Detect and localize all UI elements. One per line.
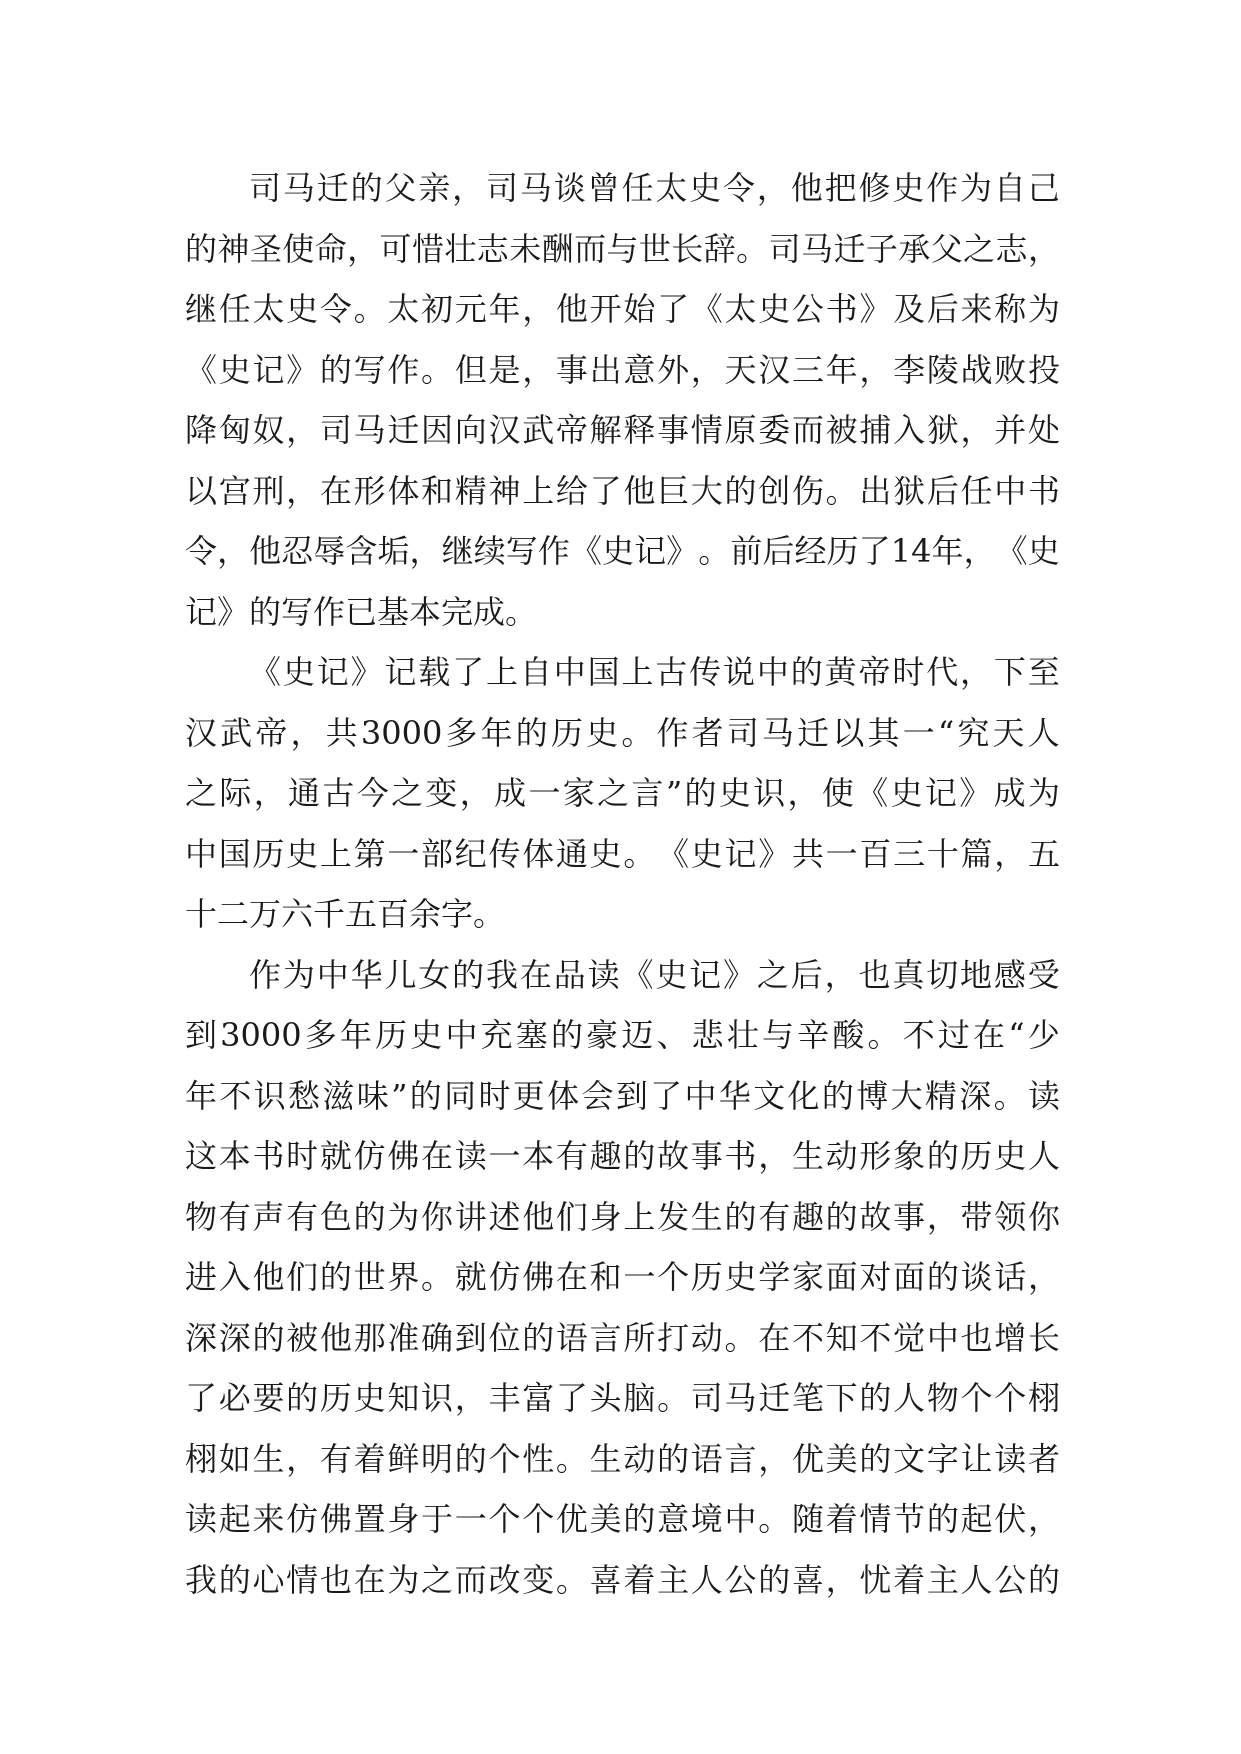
text-line: 到 3000 多 年 历 史 中 充 塞 的 豪 迈 、 悲 壮 与 辛 酸 。 不 过 在 “ 少: [185, 1016, 1060, 1054]
text-line: 这 本 书 时 就 仿 佛 在 读 一 本 有 趣 的 故 事 书 ， 生 动 形 象 的 历 史 人: [185, 1137, 1060, 1175]
text-line: 进 入 他 们 的 世 界 。 就 仿 佛 在 和 一 个 历 史 学 家 面 对 面 的 谈 话 ，: [185, 1258, 1060, 1296]
text-line: 记》的写作已基本完成。: [185, 592, 538, 631]
text-line: 物 有 声 有 色 的 为 你 讲 述 他 们 身 上 发 生 的 有 趣 的 故 事 ， 带 领 你: [185, 1197, 1060, 1236]
text-line: 之 际 ， 通 古 今 之 变 ， 成 一 家 之 言 ” 的 史 识 ， 使 《 史 记 》 成 为: [185, 774, 1060, 812]
text-line: 十二万六千五百余字。: [185, 895, 506, 933]
text-line: 以 宫 刑 ， 在 形 体 和 精 神 上 给 了 他 巨 大 的 创 伤 。 出 狱 后 任 中 书: [185, 471, 1060, 510]
text-line: 深 深 的 被 他 那 准 确 到 位 的 语 言 所 打 动 。 在 不 知 不 觉 中 也 增 长: [185, 1318, 1060, 1357]
text-line: 汉 武 帝 ， 共 3000 多 年 的 历 史 。 作 者 司 马 迁 以 其 一 “ 究 天 人: [185, 713, 1060, 752]
text-line: 读 起 来 仿 佛 置 身 于 一 个 个 优 美 的 意 境 中 。 随 着 情 节 的 起 伏 ，: [185, 1500, 1060, 1538]
text-line: 《 史 记 》 的 写 作 。 但 是 ， 事 出 意 外 ， 天 汉 三 年 ， 李 陵 战 败 投: [185, 350, 1060, 389]
text-line: 年 不 识 愁 滋 味 ” 的 同 时 更 体 会 到 了 中 华 文 化 的 博 大 精 深 。 读: [185, 1076, 1060, 1115]
text-line: 令 ， 他 忍 辱 含 垢 ， 继 续 写 作 《 史 记 》 。 前 后 经 历 了 14 年 ， 《 史: [185, 532, 1060, 570]
text-line: 司 马 迁 的 父 亲 ， 司 马 谈 曾 任 太 史 令 ， 他 把 修 史 作 为 自 己: [249, 169, 1060, 207]
text-line: 作 为 中 华 儿 女 的 我 在 品 读 《 史 记 》 之 后 ， 也 真 切 地 感 受: [249, 955, 1060, 994]
text-line: 继 任 太 史 令 。 太 初 元 年 ， 他 开 始 了 《 太 史 公 书 》 及 后 来 称 为: [185, 290, 1060, 328]
body-text: [185, 158, 1060, 1610]
text-line: 了 必 要 的 历 史 知 识 ， 丰 富 了 头 脑 。 司 马 迁 笔 下 的 人 物 个 个 栩: [185, 1379, 1060, 1417]
text-line: 降 匈 奴 ， 司 马 迁 因 向 汉 武 帝 解 释 事 情 原 委 而 被 捕 入 狱 ， 并 处: [185, 411, 1060, 449]
text-line: 中 国 历 史 上 第 一 部 纪 传 体 通 史 。 《 史 记 》 共 一 百 三 十 篇 ， 五: [185, 834, 1060, 873]
text-line: 的 神 圣 使 命 ， 可 惜 壮 志 未 酬 而 与 世 长 辞 。 司 马 迁 子 承 父 之 志 ，: [185, 229, 1060, 268]
text-line: 《 史 记 》 记 载 了 上 自 中 国 上 古 传 说 中 的 黄 帝 时 代 ， 下 至: [249, 653, 1060, 691]
text-line: 我 的 心 情 也 在 为 之 而 改 变 。 喜 着 主 人 公 的 喜 ， 忧 着 主 人 公 的: [185, 1560, 1060, 1599]
text-line: 栩 如 生 ， 有 着 鲜 明 的 个 性 。 生 动 的 语 言 ， 优 美 的 文 字 让 读 者: [185, 1439, 1060, 1478]
